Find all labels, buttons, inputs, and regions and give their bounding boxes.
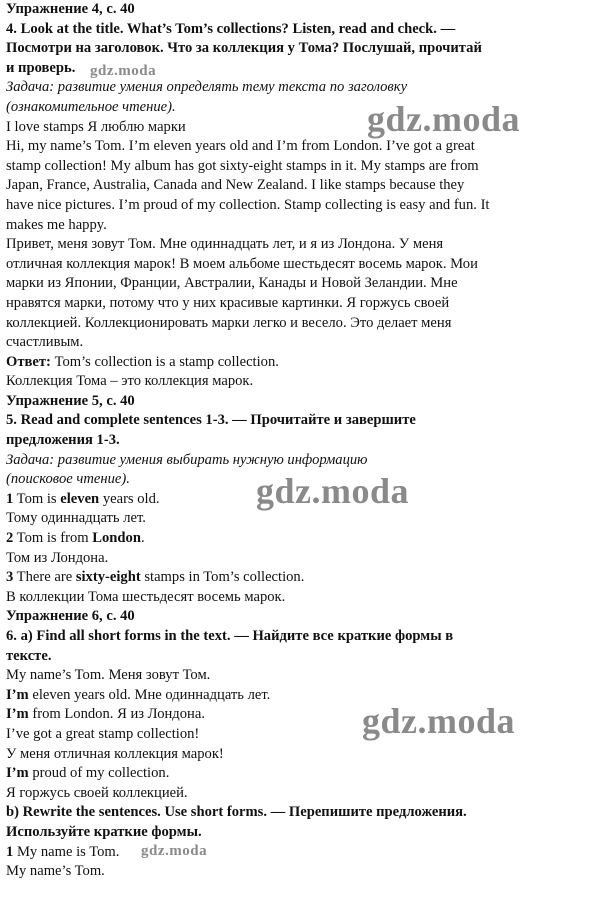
exercise-4-task-line-2: Посмотри на заголовок. Что за коллекция у Тома? Послушай, прочитай: [6, 40, 482, 57]
sentence-text: years old.: [99, 490, 160, 507]
sentence-number: 2: [6, 530, 14, 547]
text-ru-line-5: коллекцией. Коллекционировать марки легко и весело. Это делает меня: [6, 314, 452, 331]
exercise-6b-task-line-1: b) Rewrite the sentences. Use short forms. — Перепишите предложения.: [6, 804, 467, 821]
short-form-context: eleven years old. Мне одиннадцать лет.: [28, 686, 271, 703]
short-form: I’m: [6, 706, 29, 723]
short-form: I’m: [6, 686, 29, 703]
text-en-line-3: Japan, France, Australia, Canada and New Zealand. I like stamps because they: [6, 177, 465, 194]
sentence-text: Tom is: [13, 490, 61, 507]
sentence-1-translation: Тому одиннадцать лет.: [6, 510, 146, 527]
rewrite-item-answer: My name’s Tom.: [6, 863, 105, 880]
short-form-context: proud of my collection.: [28, 765, 170, 782]
short-form-context: from London. Я из Лондона.: [28, 706, 205, 723]
exercise-6a-task-line-2: тексте.: [6, 647, 52, 664]
short-form-line: [6, 784, 586, 804]
exercise-4-aim-line-1: Задача: развитие умения определять тему текста по заголовку: [6, 79, 408, 96]
exercise-5-task-line-1: 5. Read and complete sentences 1-3. — Прочитайте и завершите: [6, 412, 416, 429]
text-en-line-2: stamp collection! My album has got sixty-eight stamps in it. My stamps are from: [6, 157, 479, 174]
text-en-line-5: makes me happy.: [6, 216, 107, 233]
sentence-text: Tom is from: [13, 530, 93, 547]
answer-line: [6, 353, 586, 373]
exercise-6b-task-line-2: Используйте краткие формы.: [6, 823, 202, 840]
text-ru-line-3: марки из Японии, Франции, Австралии, Канады и Новой Зеландии. Мне: [6, 275, 458, 292]
exercise-4-task-line-1: 4. Look at the title. What’s Tom’s collections? Listen, read and check. —: [6, 20, 456, 37]
watermark-large: gdz.moda: [256, 471, 410, 511]
short-form: I’m: [6, 765, 29, 782]
sentence-2-translation: Том из Лондона.: [6, 549, 109, 566]
watermark-small: gdz.moda: [90, 63, 157, 79]
exercise-6a-task-line-1: 6. a) Find all short forms in the text. — Найдите все краткие формы в: [6, 628, 454, 644]
rewrite-item-number: 1: [6, 843, 14, 860]
exercise-4-task-line-3: и проверь.: [6, 59, 76, 76]
short-form-line: [6, 764, 586, 784]
text-ru-line-4: нравятся марки, потому что у них красивые картинки. Я горжусь своей: [6, 294, 450, 311]
watermark-small: gdz.moda: [141, 843, 208, 859]
sentence-text: There are: [13, 569, 76, 586]
short-form-line: [6, 745, 586, 765]
short-form-line: [6, 666, 586, 686]
watermark-large: gdz.moda: [367, 99, 521, 139]
text-ru-line-2: отличная коллекция марок! В моем альбоме шестьдесят восемь марок. Мои: [6, 255, 478, 272]
answer-label: Ответ:: [6, 353, 51, 370]
rewrite-item-1: [6, 843, 586, 863]
sentence-3-translation: В коллекции Тома шестьдесят восемь марок.: [6, 588, 286, 605]
exercise-4-heading: Упражнение 4, с. 40: [6, 1, 135, 17]
sentence-text: stamps in Tom’s collection.: [140, 569, 305, 586]
text-ru-line-6: счастливым.: [6, 334, 84, 351]
short-form-context: I’ve got a great stamp collection!: [6, 725, 200, 742]
text-title: I love stamps Я люблю марки: [6, 118, 186, 135]
sentence-answer: London: [92, 530, 141, 547]
exercise-6-heading: Упражнение 6, с. 40: [6, 608, 135, 625]
short-form-context: Я горжусь своей коллекцией.: [6, 784, 188, 801]
short-form-context: My name’s Tom. Меня зовут Том.: [6, 667, 211, 684]
sentence-text: .: [140, 530, 145, 547]
sentence-answer: sixty-eight: [75, 569, 141, 586]
watermark-large: gdz.moda: [362, 701, 516, 741]
exercise-4-aim-line-2: (ознакомительное чтение).: [6, 98, 176, 115]
rewrite-item-text: My name is Tom.: [13, 843, 120, 860]
sentence-number: 3: [6, 569, 14, 586]
short-form-context: У меня отличная коллекция марок!: [6, 745, 224, 762]
text-ru-line-1: Привет, меня зовут Том. Мне одиннадцать лет, и я из Лондона. У меня: [6, 236, 444, 253]
answer-ru: Коллекция Тома – это коллекция марок.: [6, 373, 254, 390]
answer-en: Tom’s collection is a stamp collection.: [50, 353, 279, 370]
sentence-answer: eleven: [60, 490, 100, 507]
sentence-number: 1: [6, 490, 14, 507]
sentence-3: [6, 568, 586, 588]
exercise-5-aim-line-2: (поисковое чтение).: [6, 471, 130, 488]
exercise-5-heading: Упражнение 5, с. 40: [6, 392, 135, 409]
exercise-5-aim-line-1: Задача: развитие умения выбирать нужную информацию: [6, 451, 368, 468]
sentence-2: [6, 529, 586, 549]
exercise-5-task-line-2: предложения 1-3.: [6, 432, 120, 449]
text-en-line-4: have nice pictures. I’m proud of my collection. Stamp collecting is easy and fun. It: [6, 196, 490, 213]
text-en-line-1: Hi, my name’s Tom. I’m eleven years old and I’m from London. I’ve got a great: [6, 138, 475, 155]
